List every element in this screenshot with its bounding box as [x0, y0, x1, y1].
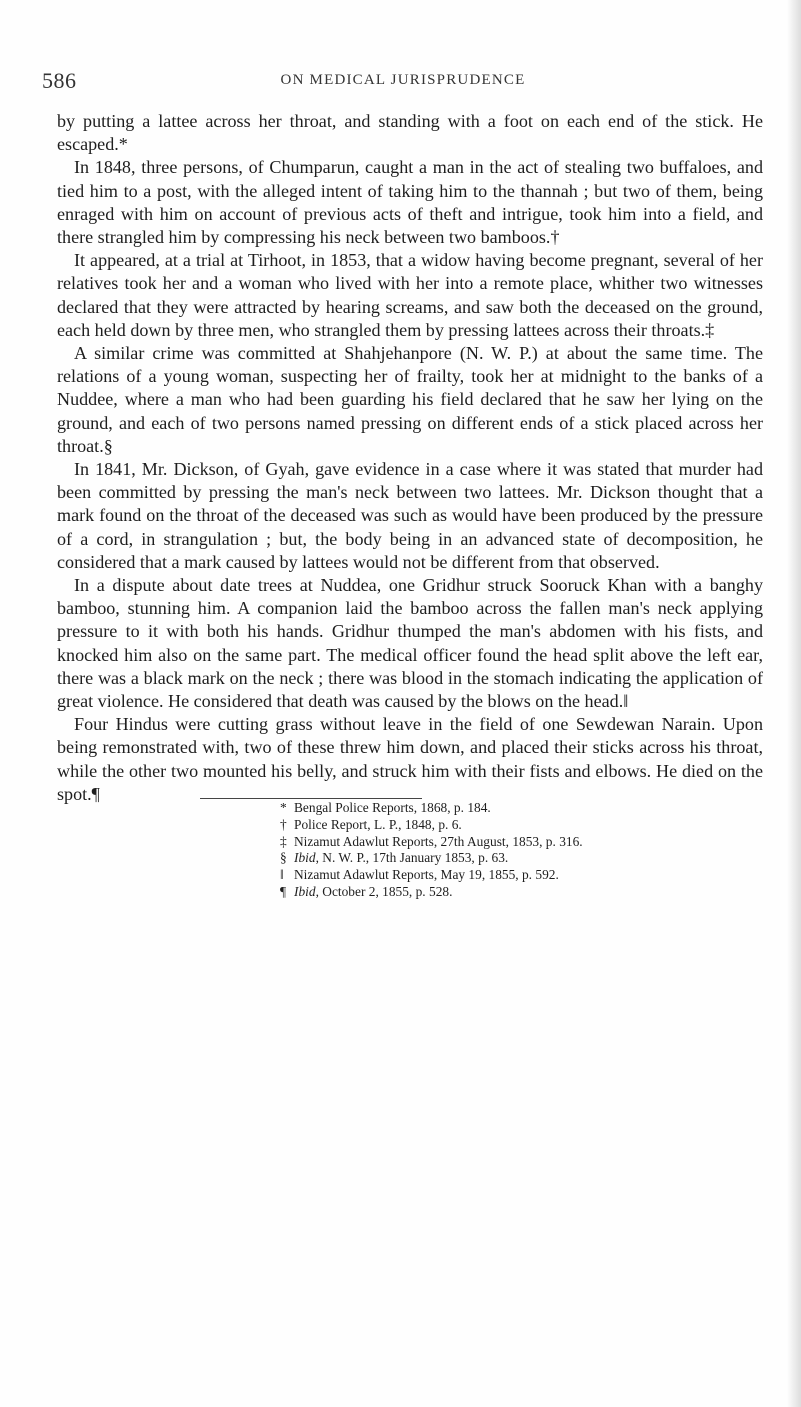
footnote-ibid: Ibid [294, 883, 316, 899]
paragraph-gyah: In 1841, Mr. Dickson, of Gyah, gave evidence in a case where it was stated that murder had been committed by pressing the man's neck between two lattees. Mr. Dickson thought that a mark found on the throat of the deceased was such as would have been produced by the pressure of a cord, in strangulation ; but, the body being in an advanced state of decomposition, he considered that a mark caused by lattees would not be different from that observed. [57, 459, 763, 572]
footnotes [280, 800, 750, 901]
footnote-mark: ‖ [280, 867, 284, 883]
footnote-text: Nizamut Adawlut Reports, May 19, 1855, p. 592. [294, 867, 559, 883]
paragraph-shahjehanpore: A similar crime was committed at Shahjehanpore (N. W. P.) at about the same time. The relations of a young woman, suspecting her of frailty, took her at midnight to the banks of a Nuddee, where a man who had been guarding his field declared that he saw her lying on the ground, and each of two persons named pressing on different ends of a stick placed across her throat.§ [57, 343, 763, 456]
footnote-text: Police Report, L. P., 1848, p. 6. [294, 816, 462, 832]
page-edge-shadow [787, 0, 801, 1407]
footnote [280, 834, 750, 851]
paragraph-chumparun: In 1848, three persons, of Chumparun, caught a man in the act of stealing two buffaloes, and tied him to a post, with the alleged intent of taking him to the thannah ; but two of them, being enraged with him on account of previous acts of theft and intrigue, took him into a field, and there strangled him by compressing his neck between two bamboos.† [57, 157, 763, 248]
footnote [280, 850, 750, 867]
footnote-mark: * [280, 800, 287, 815]
body-text [57, 110, 763, 806]
footnote-text: , N. W. P., 17th January 1853, p. 63. [315, 850, 509, 866]
footnote-mark: § [280, 850, 287, 866]
footnote-text: Bengal Police Reports, 1868, p. 184. [294, 800, 491, 815]
footnote-divider [200, 798, 422, 799]
footnote-text: , October 2, 1855, p. 528. [315, 883, 453, 899]
footnote [280, 867, 750, 884]
paragraph-continuation: by putting a lattee across her throat, and standing with a foot on each end of the stick. He escaped.* [57, 111, 763, 155]
footnote-mark: † [280, 816, 287, 832]
footnote [280, 817, 750, 834]
page-number: 586 [42, 68, 77, 93]
paragraph-nuddea: In a dispute about date trees at Nuddea, one Gridhur struck Sooruck Khan with a banghy bamboo, stunning him. A companion laid the bamboo across the fallen man's neck applying pressure to it with both his hands. Gridhur thumped the man's abdomen with his fists, and knocked him also on the same part. The medical officer found the head split above the left ear, there was a black mark on the neck ; there was blood in the stomach indicating the application of great violence. He considered that death was caused by the blows on the head.‖ [57, 575, 763, 712]
paragraph-tirhoot: It appeared, at a trial at Tirhoot, in 1853, that a widow having become pregnant, several of her relatives took her and a woman who lived with her into a remote place, whither two witnesses declared that they were attracted by hearing screams, and saw both the deceased on the ground, each held down by three men, who strangled them by pressing lattees across their throats.‡ [57, 250, 763, 340]
footnote-text: Nizamut Adawlut Reports, 27th August, 1853, p. 316. [294, 833, 583, 849]
footnote-ibid: Ibid [294, 850, 316, 866]
footnote-mark: ¶ [280, 883, 287, 899]
page-header [42, 68, 762, 92]
footnote-mark: ‡ [280, 833, 287, 849]
paragraph-sewdewan: Four Hindus were cutting grass without leave in the field of one Sewdewan Narain. Upon being remonstrated with, two of these threw him down, and placed their sticks across his throat, while the other two mounted his belly, and struck him with their fists and elbows. He died on the spot.¶ [57, 714, 763, 804]
footnote [280, 884, 750, 901]
running-title: ON MEDICAL JURISPRUDENCE [280, 72, 526, 88]
footnote [280, 800, 750, 817]
